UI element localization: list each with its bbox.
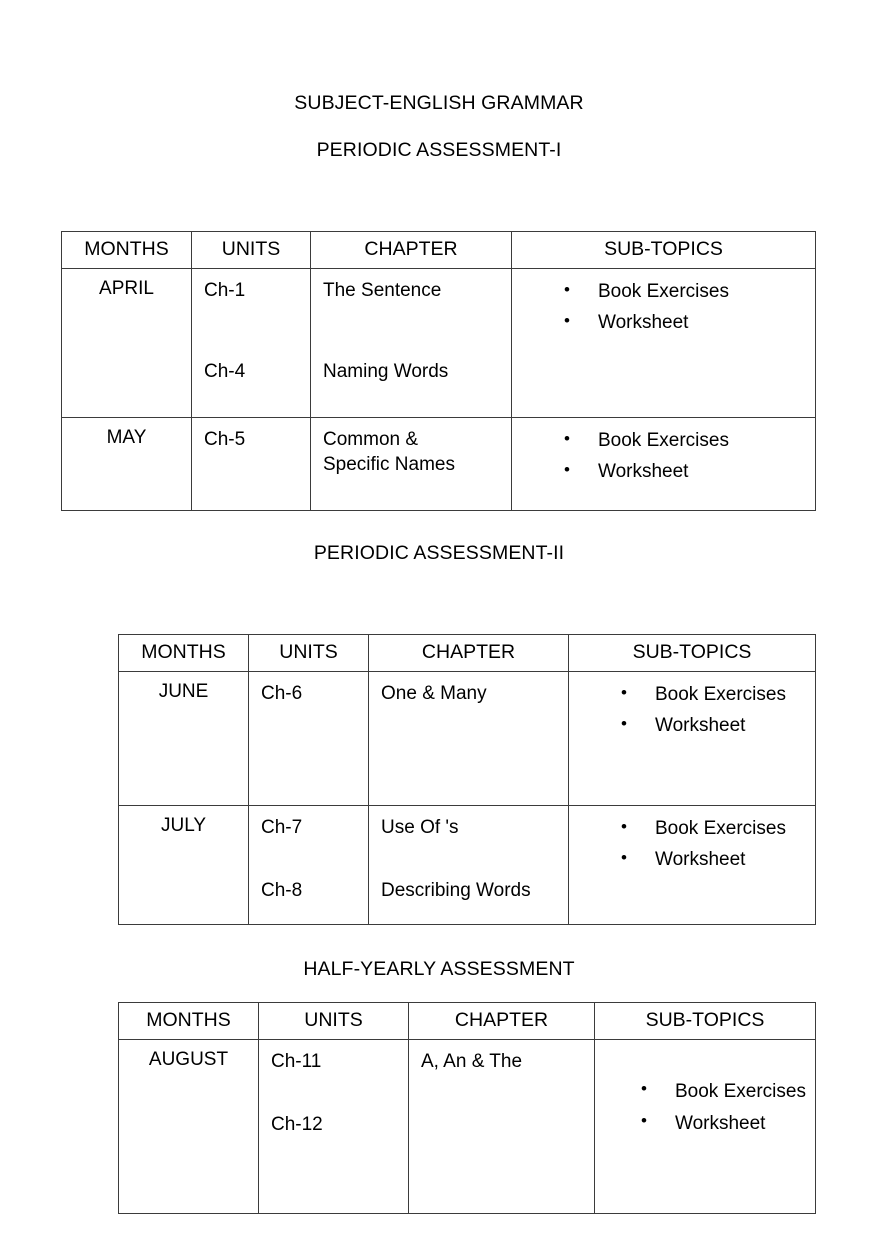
list-item: • Worksheet: [569, 845, 815, 876]
cell-month: APRIL: [62, 269, 192, 418]
column-header-subtopics: SUB-TOPICS: [569, 635, 816, 672]
column-header-units: UNITS: [259, 1003, 409, 1040]
subtopic-list: [595, 1076, 815, 1139]
chapter-value: Describing Words: [381, 880, 531, 902]
cell-month: AUGUST: [119, 1040, 259, 1214]
cell-subtopics: [512, 269, 816, 418]
list-item: • Book Exercises: [512, 426, 815, 457]
section-heading-half-yearly-assessment: HALF-YEARLY ASSESSMENT: [303, 958, 575, 980]
chapter-value: The Sentence: [323, 280, 442, 301]
cell-chapter: [311, 269, 512, 418]
column-header-units: UNITS: [192, 232, 311, 269]
unit-value: Ch-7: [261, 817, 303, 838]
cell-chapter: [369, 806, 569, 925]
spacer: [261, 840, 368, 878]
column-header-chapter: CHAPTER: [311, 232, 512, 269]
cell-subtopics: [569, 806, 816, 925]
table-row: [119, 1040, 816, 1214]
unit-value: Ch-5: [204, 429, 246, 450]
chapter-value: Common &: [323, 429, 419, 450]
cell-chapter: [409, 1040, 595, 1214]
list-item: • Book Exercises: [569, 814, 815, 845]
section-heading-periodic-assessment-2: PERIODIC ASSESSMENT-II: [313, 542, 565, 564]
section-heading-periodic-assessment-1: PERIODIC ASSESSMENT-I: [316, 139, 562, 161]
cell-month: JUNE: [119, 672, 249, 806]
column-header-subtopics: SUB-TOPICS: [512, 232, 816, 269]
cell-subtopics: [595, 1040, 816, 1214]
unit-value: Ch-1: [204, 280, 246, 301]
unit-value: Ch-8: [261, 880, 303, 902]
subtopic-list: [569, 680, 815, 742]
spacer: [204, 303, 310, 359]
cell-units: [192, 269, 311, 418]
cell-month: JULY: [119, 806, 249, 925]
chapter-value: One & Many: [381, 683, 487, 704]
unit-value: Ch-6: [261, 683, 303, 704]
table-row: [62, 269, 816, 418]
cell-units: [249, 672, 369, 806]
table-header-row: [62, 232, 816, 269]
chapter-value: Use Of 's: [381, 817, 459, 838]
list-item: • Worksheet: [595, 1108, 815, 1140]
cell-units: [259, 1040, 409, 1214]
table-periodic-assessment-2: [118, 634, 816, 925]
spacer: [323, 303, 511, 359]
column-header-subtopics: SUB-TOPICS: [595, 1003, 816, 1040]
cell-chapter: [311, 418, 512, 511]
cell-month: MAY: [62, 418, 192, 511]
list-item: • Book Exercises: [569, 680, 815, 711]
table-row: [119, 672, 816, 806]
subtopic-list: [512, 426, 815, 488]
unit-value: Ch-4: [204, 361, 246, 383]
unit-value: Ch-12: [271, 1114, 323, 1136]
document-title: SUBJECT-ENGLISH GRAMMAR: [294, 92, 584, 114]
cell-units: [249, 806, 369, 925]
list-item: • Book Exercises: [595, 1076, 815, 1108]
column-header-months: MONTHS: [119, 635, 249, 672]
column-header-months: MONTHS: [119, 1003, 259, 1040]
table-row: [62, 418, 816, 511]
column-header-months: MONTHS: [62, 232, 192, 269]
chapter-value: A, An & The: [421, 1051, 523, 1072]
list-item: • Worksheet: [569, 711, 815, 742]
list-item: • Book Exercises: [512, 277, 815, 308]
subtopic-list: [512, 277, 815, 339]
table-header-row: [119, 1003, 816, 1040]
table-periodic-assessment-1: [61, 231, 816, 511]
unit-value: Ch-11: [271, 1051, 322, 1072]
column-header-chapter: CHAPTER: [409, 1003, 595, 1040]
cell-chapter: [369, 672, 569, 806]
list-item: • Worksheet: [512, 457, 815, 488]
spacer: [271, 1074, 408, 1112]
chapter-value: Naming Words: [323, 361, 449, 383]
cell-subtopics: [569, 672, 816, 806]
chapter-value: Specific Names: [323, 454, 455, 476]
cell-subtopics: [512, 418, 816, 511]
column-header-chapter: CHAPTER: [369, 635, 569, 672]
table-row: [119, 806, 816, 925]
subtopic-list: [569, 814, 815, 876]
table-header-row: [119, 635, 816, 672]
spacer: [381, 840, 568, 878]
table-half-yearly-assessment: [118, 1002, 816, 1214]
cell-units: [192, 418, 311, 511]
column-header-units: UNITS: [249, 635, 369, 672]
list-item: • Worksheet: [512, 308, 815, 339]
